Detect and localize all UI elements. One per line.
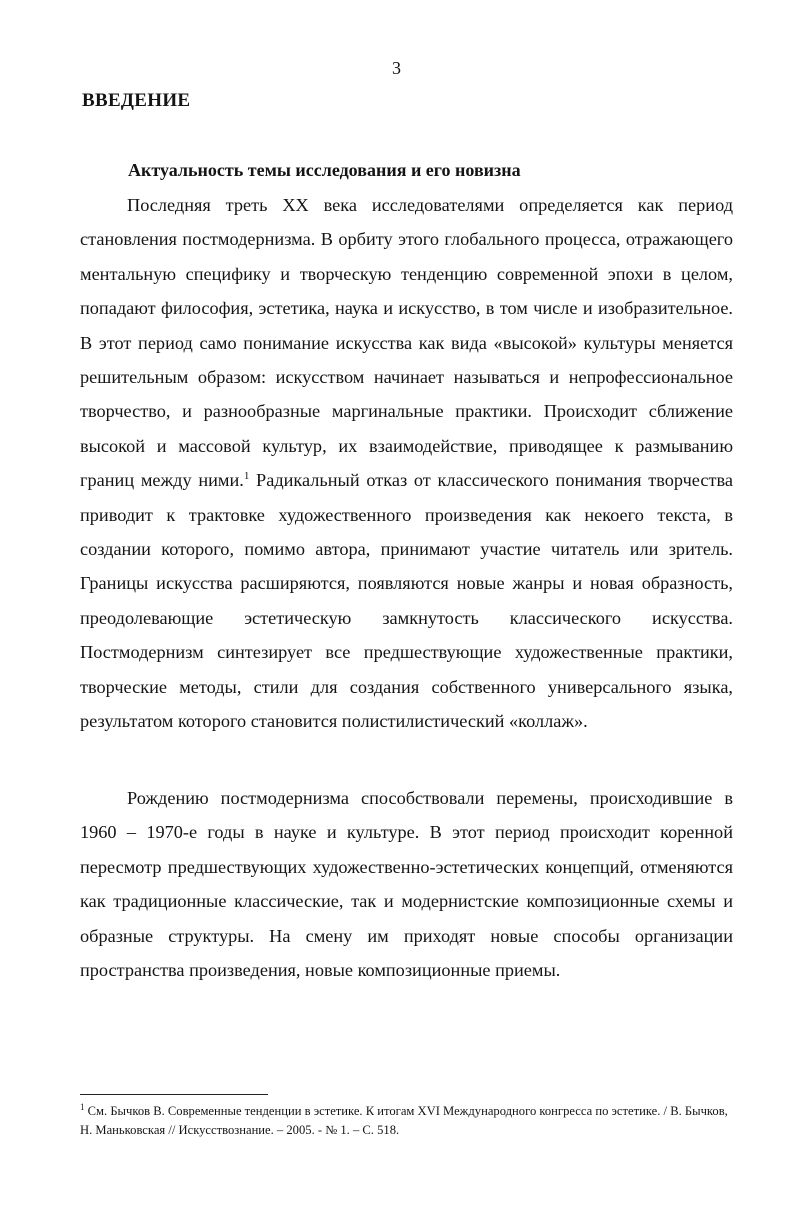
paragraph-2: Рождению постмодернизма способствовали перемены, происходившие в 1960 – 1970-е годы в науке и культуре. В этот период происходит коренной пересмотр предшествующих художественно-эстетических концепций, отменяются как традиционные классические, так и модернистские композиционные схемы и образные структуры. На смену им приходят новые способы организации пространства произведения, новые композиционные приемы.	[80, 788, 733, 981]
footnote-divider	[80, 1094, 268, 1095]
footnote-reference: 1	[243, 470, 250, 483]
footnote-text: См. Бычков В. Современные тенденции в эстетике. К итогам XVI Международного конгресса по эстетике. / В. Бычков, Н. Маньковская // Искусствознание. – 2005. - № 1. – С. 518.	[80, 1104, 728, 1137]
section-heading: ВВЕДЕНИЕ	[82, 90, 191, 111]
paragraph-1	[80, 188, 733, 739]
page-number: 3	[392, 58, 401, 78]
subsection-heading: Актуальность темы исследования и его новизна	[128, 160, 521, 180]
footnote-marker: 1	[80, 1102, 85, 1112]
paragraph-1-text-a: Последняя треть XX века исследователями определяется как период становления постмодернизма. В орбиту этого глобального процесса, отражающего ментальную специфику и творческую тенденцию современной эпохи в целом, попадают философия, эстетика, наука и искусство, в том числе и изобразительное. В этот период само понимание искусства как вида «высокой» культуры меняется решительным образом: искусством начинает называться и непрофессиональное творчество, и разнообразные маргинальные практики. Происходит сближение высокой и массовой культур, их взаимодействие, приводящее к размыванию границ между ними.	[80, 195, 733, 491]
paragraph-1-text-b: Радикальный отказ от классического понимания творчества приводит к трактовке художественного произведения как некоего текста, в создании которого, помимо автора, принимают участие читатель или зритель. Границы искусства расширяются, появляются новые жанры и новая образность, преодолевающие эстетическую замкнутость классического искусства. Постмодернизм синтезирует все предшествующие художественные практики, творческие методы, стили для создания собственного универсального языка, результатом которого становится полистилистический «коллаж».	[80, 470, 733, 732]
footnote	[80, 1102, 735, 1140]
